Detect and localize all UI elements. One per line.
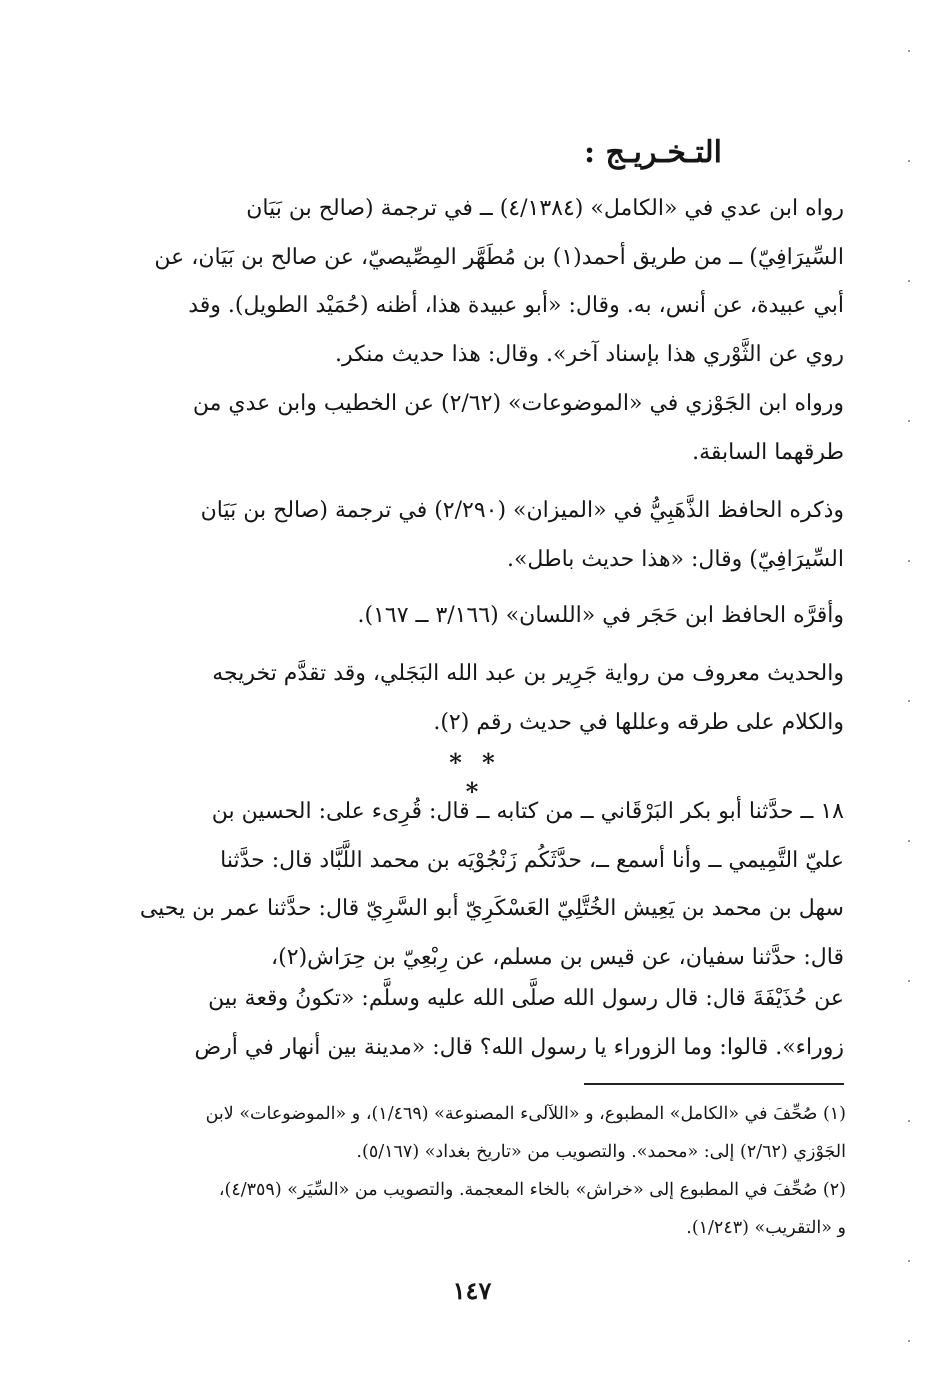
- text-line: زوراء». قالوا: وما الزوراء يا رسول الله؟ قال: «مدينة بين أنهار في أرض: [194, 1034, 844, 1060]
- text-line: السِّيرَافِيّ) ــ من طريق أحمد(١) بن مُطَهَّر المِصِّيصيّ، عن صالح بن بَيَان، عن: [154, 244, 844, 270]
- text-line: سهل بن محمد بن يَعِيش الخُتَّلِيّ العَسْكَرِيّ أبو السَّرِيّ قال: حدَّثنا عمر بن يحيى: [139, 896, 844, 921]
- text-line: أبي عبيدة، عن أنس، به. وقال: «أبو عبيدة هذا، أظنه (حُمَيْد الطويل). وقد: [188, 293, 844, 318]
- paragraph-hadith-18-matn: [102, 975, 844, 1072]
- footnote-line: (١) صُحِّفَ في «الكامل» المطبوع، و «اللآلىء المصنوعة» (١/٤٦٩)، و «الموضوعات» لابن: [205, 1104, 846, 1124]
- text-line: السِّيرَافِيّ) وقال: «هذا حديث باطل».: [506, 546, 844, 572]
- text-line: وأقرَّه الحافظ ابن حَجَر في «اللسان» (٣/١٦٦ ــ ١٦٧).: [357, 603, 844, 628]
- scan-gutter-marks: [908, 40, 914, 1360]
- text-line: ورواه ابن الجَوْزي في «الموضوعات» (٢/٦٢) عن الخطيب وابن عدي من: [192, 391, 844, 416]
- text-line: قال: حدَّثنا سفيان، عن قيس بن مسلم، عن رِبْعِيّ بن حِرَاش(٢)،: [271, 944, 844, 970]
- text-line: والحديث معروف من رواية جَرِير بن عبد الله البَجَلي، وقد تقدَّم تخريجه: [212, 661, 844, 686]
- text-line: طرقهما السابقة.: [692, 439, 844, 465]
- text-line: روي عن الثَّوْري هذا بإسناد آخر». وقال: هذا حديث منكر.: [335, 341, 844, 367]
- text-line: والكلام على طرقه وعللها في حديث رقم (٢).: [433, 709, 844, 735]
- paragraph-takhrij-3: [102, 487, 844, 584]
- paragraph-takhrij-1: [102, 185, 844, 379]
- footnotes: [100, 1095, 846, 1247]
- section-heading: التـخـريـج :: [583, 135, 722, 170]
- text-line: عليّ التَّمِيمي ــ وأنا أسمع ــ، حدَّثَكُم زَنْجُوْيَه بن محمد اللَّبَّاد قال: حدَّثنا: [220, 847, 844, 873]
- paragraph-takhrij-4: [102, 592, 844, 641]
- page-number: ١٤٧: [452, 1276, 492, 1305]
- paragraph-takhrij-5: [102, 650, 844, 747]
- paragraph-hadith-18-isnad: [102, 788, 844, 982]
- text-line: ١٨ ــ حدَّثنا أبو بكر البَرْقَاني ــ من كتابه ــ قال: قُرِىء على: الحسين بن: [211, 799, 844, 824]
- footnote-line: و «التقريب» (١/٢٤٣).: [686, 1218, 846, 1238]
- section-separator: * * *: [449, 748, 501, 806]
- footnote-divider: [584, 1083, 844, 1085]
- paragraph-takhrij-2: [102, 380, 844, 477]
- text-line: رواه ابن عدي في «الكامل» (٤/١٣٨٤) ــ في ترجمة (صالح بن بَيَان: [246, 196, 844, 221]
- footnote-line: الجَوْزي (٢/٦٢) إلى: «محمد». والتصويب من «تاريخ بغداد» (٥/١٦٧).: [356, 1142, 846, 1162]
- text-line: وذكره الحافظ الذَّهَبِيُّ في «الميزان» (٢/٢٩٠) في ترجمة (صالح بن بَيَان: [200, 498, 844, 523]
- text-line: عن حُذَيْفَةَ قال: قال رسول الله صلَّى الله عليه وسلَّم: «تكونُ وقعة بين: [208, 986, 844, 1011]
- footnote-line: (٢) صُحِّفَ في المطبوع إلى «خراش» بالخاء المعجمة. والتصويب من «السِّيَر» (٤/٣٥٩)،: [218, 1180, 846, 1200]
